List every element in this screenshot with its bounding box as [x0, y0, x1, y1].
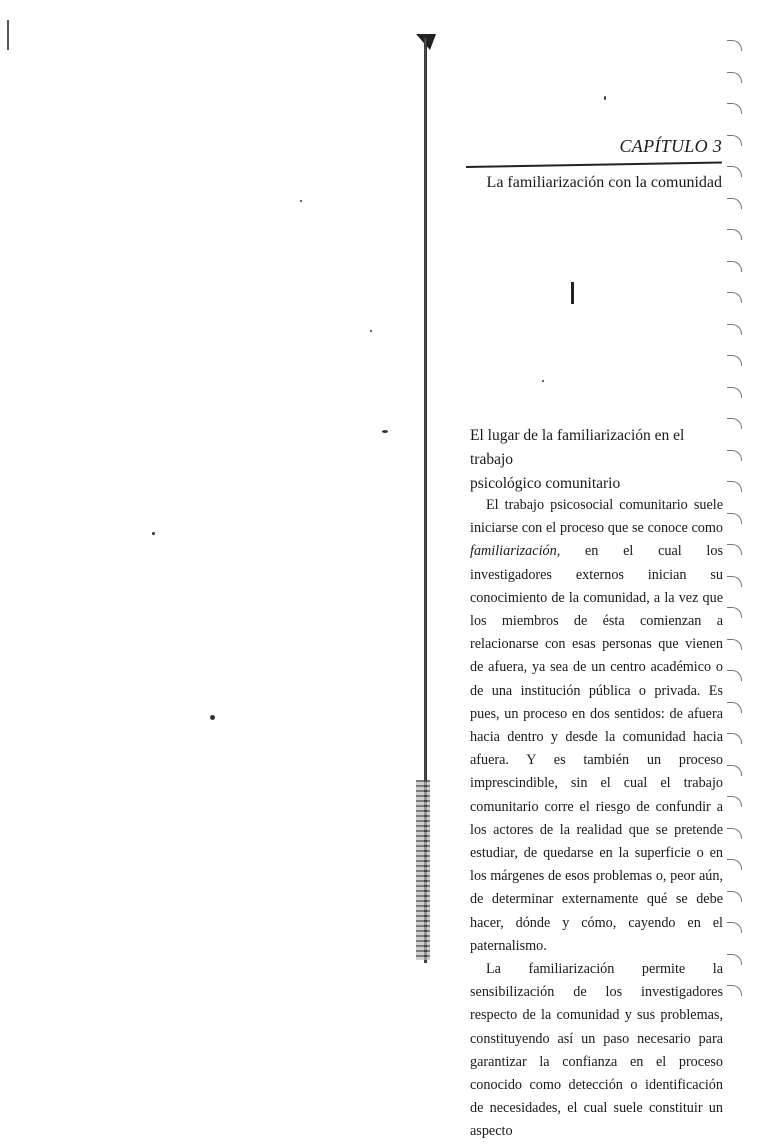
scan-speck: [152, 532, 155, 535]
binding-curl: [727, 891, 742, 902]
binding-curl: [727, 828, 742, 839]
section-heading: [470, 424, 730, 496]
binding-curl: [727, 796, 742, 807]
left-edge-mark: [7, 20, 9, 50]
binding-curl: [727, 513, 742, 524]
binding-curl: [727, 859, 742, 870]
binding-curl: [727, 324, 742, 335]
body-text: [470, 494, 723, 1144]
chapter-title: La familiarización con la comunidad: [486, 174, 722, 191]
binding-curl: [727, 765, 742, 776]
paragraph-text: , en el cual los investigadores externos inician su conocimiento de la comunidad, a la vez que los miembros de ésta comienzan a relacionarse con esas personas que vienen de afuera, ya sea de un centro académico o de una institución pública o privada. Es pues, un proceso en dos sentidos: de afuera hacia dentro y desde la comunidad hacia afuera. Y es también un proceso imprescindible, sin el cual el trabajo comunitario corre el riesgo de confundir a los actores de la realidad que se pretende estudiar, de quedarse en la superficie o en los márgenes de esos problemas o, peor aún, de determinar externamente qué se debe hacer, dónde y cómo, cayendo en el paternalismo.: [470, 543, 723, 954]
paragraph-2: La familiarización permite la sensibilización de los investigadores respecto de la comunidad y sus problemas, constituyendo así un paso necesario para garantizar la confianza en el proceso conocido como detección o identificación de necesidades, el cual suele constituir un aspecto: [470, 961, 723, 1140]
scan-speck: [542, 380, 544, 382]
binding-curl: [727, 198, 742, 209]
binding-curl: [727, 670, 742, 681]
binding-curl: [727, 387, 742, 398]
binding-curl: [727, 576, 742, 587]
binding-curl: [727, 355, 742, 366]
binding-curl: [727, 166, 742, 177]
binding-curl: [727, 639, 742, 650]
binding-curl: [727, 607, 742, 618]
binding-curl: [727, 702, 742, 713]
binding-curl: [727, 72, 742, 83]
chapter-label: CAPÍTULO 3: [619, 136, 722, 156]
binding-curl: [727, 985, 742, 996]
scan-speck: [382, 430, 388, 433]
paragraph-1: [470, 494, 723, 958]
paragraph-text: El trabajo psicosocial comunitario suele iniciarse con el proceso que se conoce como: [470, 497, 723, 537]
binding-curl: [727, 922, 742, 933]
binding-curl: [727, 229, 742, 240]
binding-curl: [727, 103, 742, 114]
binding-curl: [727, 40, 742, 51]
binding-curl: [727, 292, 742, 303]
chapter-rule: [466, 162, 722, 168]
binding-curl: [727, 544, 742, 555]
scan-speck: [604, 96, 606, 100]
section-heading-line: El lugar de la familiarización en el trabajo: [470, 427, 685, 468]
scan-speck: [210, 715, 215, 720]
scan-mark: [571, 282, 574, 304]
binding-curl: [727, 135, 742, 146]
section-heading-line: psicológico comunitario: [470, 475, 621, 492]
emphasized-term: familiarización: [470, 543, 557, 560]
binding-curl: [727, 733, 742, 744]
scan-speck: [370, 330, 372, 332]
binding-curl: [727, 261, 742, 272]
scan-speck: [300, 200, 302, 202]
binding-curl: [727, 954, 742, 965]
spine-scan-noise: [416, 780, 430, 960]
